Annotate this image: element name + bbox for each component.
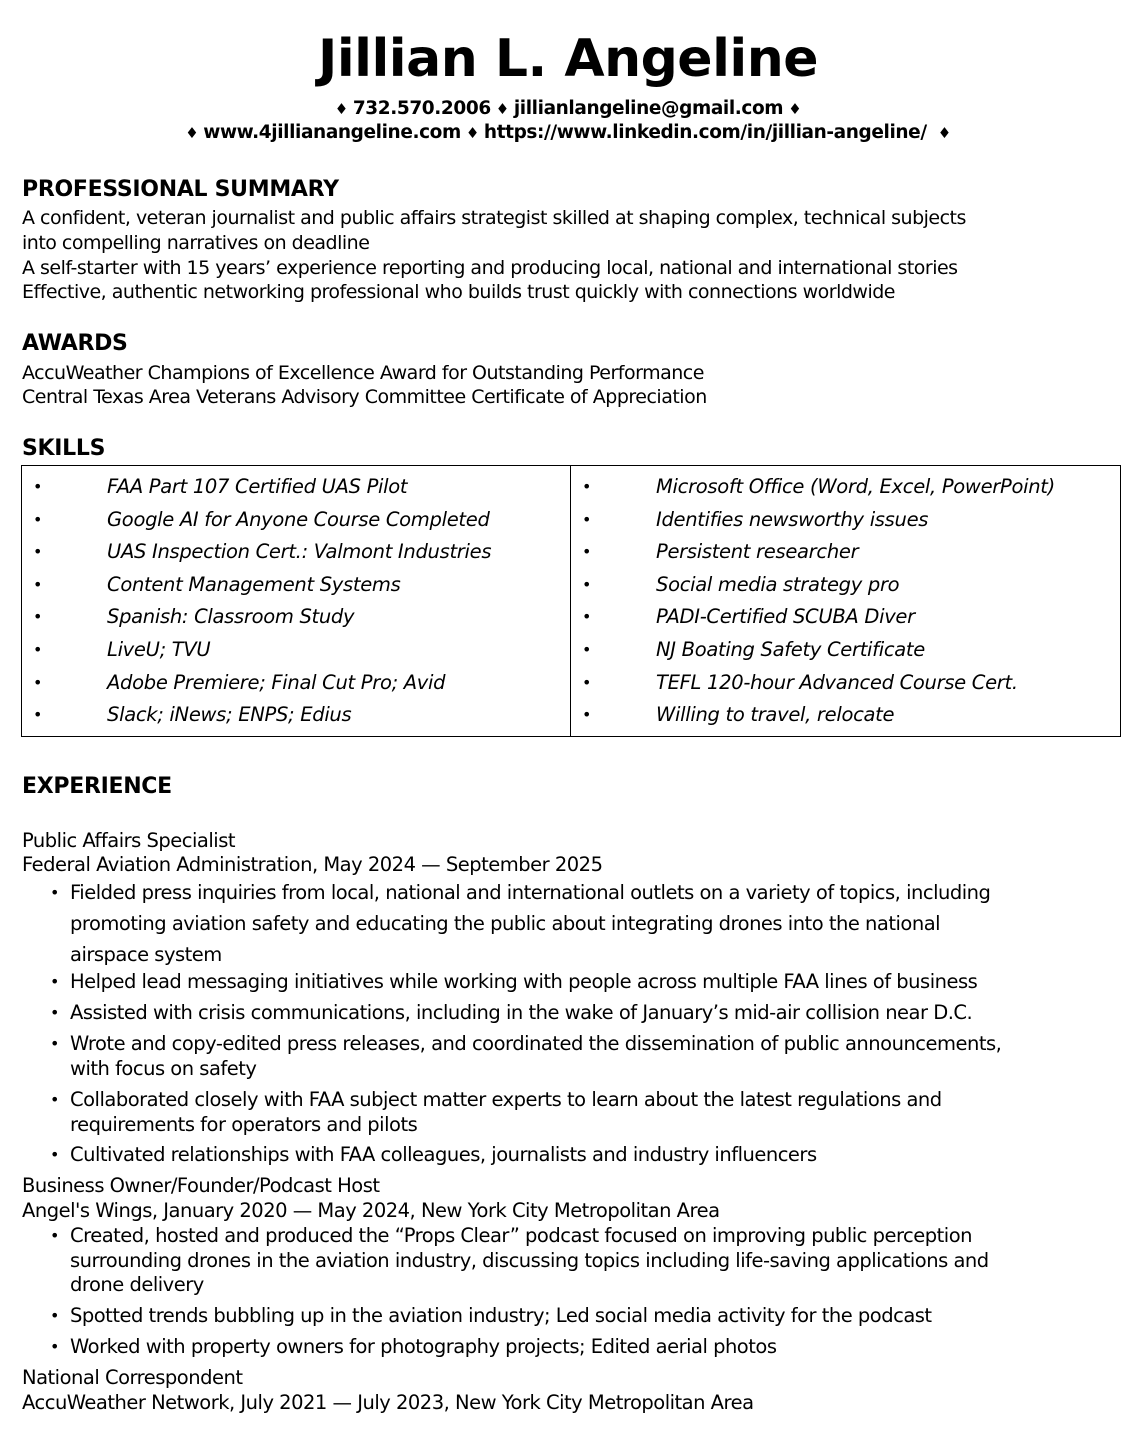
contact-line-1 bbox=[0, 97, 1136, 121]
skill-item: • UAS Inspection Cert.: Valmont Industries bbox=[33, 540, 492, 564]
skill-item: • Google AI for Anyone Course Completed bbox=[33, 507, 490, 531]
diamond-icon: ♦ bbox=[465, 124, 479, 142]
skill-item: • Content Management Systems bbox=[33, 572, 401, 596]
bullet-icon: • bbox=[33, 705, 43, 725]
bullet-icon: • bbox=[33, 542, 43, 562]
bullet-icon: • bbox=[33, 672, 43, 692]
bullet-icon: • bbox=[50, 1003, 59, 1022]
skill-item: • Persistent researcher bbox=[582, 540, 859, 564]
skill-item: • Spanish: Classroom Study bbox=[33, 605, 355, 629]
diamond-icon: ♦ bbox=[937, 124, 951, 142]
skill-item: • LiveU; TVU bbox=[33, 637, 211, 661]
skill-item: • PADI-Certified SCUBA Diver bbox=[582, 605, 915, 629]
job-org-dates: AccuWeather Network, July 2021 — July 2023, New York City Metropolitan Area bbox=[22, 1391, 754, 1414]
bullet-icon: • bbox=[582, 607, 592, 627]
bullet-icon: • bbox=[582, 705, 592, 725]
website-link[interactable]: www.4jillianangeline.com bbox=[203, 122, 461, 143]
bullet-icon: • bbox=[582, 672, 592, 692]
bullet-icon: • bbox=[33, 509, 43, 529]
experience-heading: EXPERIENCE bbox=[22, 774, 172, 799]
linkedin-link[interactable]: https://www.linkedin.com/in/jillian-angeline/ bbox=[483, 122, 927, 143]
bullet-icon: • bbox=[582, 574, 592, 594]
bullet-icon: • bbox=[50, 1145, 59, 1164]
bullet-icon: • bbox=[582, 509, 592, 529]
skills-table bbox=[21, 465, 1121, 737]
job-title: Business Owner/Founder/Podcast Host bbox=[22, 1174, 380, 1197]
award-item: Central Texas Area Veterans Advisory Committee Certificate of Appreciation bbox=[22, 386, 707, 408]
skills-column-right bbox=[571, 466, 1120, 736]
diamond-icon: ♦ bbox=[495, 100, 509, 118]
skill-item: • Social media strategy pro bbox=[582, 572, 900, 596]
awards-heading: AWARDS bbox=[22, 331, 128, 356]
summary-heading: PROFESSIONAL SUMMARY bbox=[22, 177, 339, 202]
skill-item: • Slack; iNews; ENPS; Edius bbox=[33, 703, 352, 727]
summary-line: into compelling narratives on deadline bbox=[22, 232, 370, 254]
bullet-icon: • bbox=[50, 1306, 59, 1325]
candidate-name: Jillian L. Angeline bbox=[317, 29, 819, 89]
bullet-icon: • bbox=[582, 477, 592, 496]
diamond-icon: ♦ bbox=[334, 100, 348, 118]
skill-item: • Identifies newsworthy issues bbox=[582, 507, 929, 531]
summary-line: A self-starter with 15 years’ experience reporting and producing local, national and international stories bbox=[22, 257, 958, 279]
contact-line-2 bbox=[0, 121, 1136, 145]
job-title: National Correspondent bbox=[22, 1366, 243, 1389]
bullet-icon: • bbox=[33, 607, 43, 627]
bullet-icon: • bbox=[33, 477, 43, 496]
bullet-icon: • bbox=[582, 542, 592, 562]
skill-item: • NJ Boating Safety Certificate bbox=[582, 637, 925, 661]
skill-item: • Microsoft Office (Word, Excel, PowerPoint) bbox=[582, 475, 1055, 498]
job-org-dates: Federal Aviation Administration, May 2024 — September 2025 bbox=[22, 853, 603, 876]
job-org-dates: Angel's Wings, January 2020 — May 2024, New York City Metropolitan Area bbox=[22, 1199, 720, 1222]
bullet-icon: • bbox=[50, 1226, 59, 1245]
bullet-icon: • bbox=[50, 972, 59, 991]
skills-heading: SKILLS bbox=[22, 436, 106, 461]
email-link[interactable]: jillianlangeline@gmail.com bbox=[513, 98, 784, 119]
summary-line: Effective, authentic networking professional who builds trust quickly with connections worldwide bbox=[22, 281, 895, 303]
bullet-icon: • bbox=[50, 883, 59, 902]
bullet-icon: • bbox=[33, 639, 43, 659]
bullet-icon: • bbox=[50, 1090, 59, 1109]
skill-item: • TEFL 120-hour Advanced Course Cert. bbox=[582, 670, 1018, 694]
skill-item: • Willing to travel, relocate bbox=[582, 703, 895, 727]
skills-column-left bbox=[22, 466, 571, 736]
bullet-icon: • bbox=[50, 1034, 59, 1053]
skill-item: • FAA Part 107 Certified UAS Pilot bbox=[33, 475, 408, 498]
summary-line: A confident, veteran journalist and public affairs strategist skilled at shaping complex, technical subjects bbox=[22, 207, 966, 229]
job-title: Public Affairs Specialist bbox=[22, 829, 236, 852]
diamond-icon: ♦ bbox=[788, 100, 802, 118]
award-item: AccuWeather Champions of Excellence Award for Outstanding Performance bbox=[22, 362, 704, 384]
diamond-icon: ♦ bbox=[185, 124, 199, 142]
phone-number: 732.570.2006 bbox=[352, 98, 491, 119]
resume-page: Jillian L. Angeline ♦ 732.570.2006 ♦ jillianlangeline@gmail.com ♦ ♦ www.4jillianangeline.com ♦ https://www.linkedin.com/in/jillian-angeline/ ♦ PROFESSIONAL SUMMARY A confident, veteran journalist and public affairs strategist skilled at shaping complex, technical subjects into compelling narratives on deadline A self-starter with 15 years’ experience reporting and producing local, national and international stories Effective, authentic networking professional who builds trust quickly with connections worldwide AWARDS AccuWeather Champions of Excellence Award for Outstanding Performance Central Texas Area Veterans Advisory Committee Certificate of Appreciation SKILLS • FAA Part 107 Certified UAS Pilot • Google AI for Anyone Course Completed • UAS Inspection Cert.: Valmont Industries • Content Management Systems • Spanish: Classroom Study • LiveU; TVU • Adobe Premiere; Final Cut Pro; Avid • Slack; iNews; ENPS; Edius • Microsoft Office (Word, Excel, PowerPoint) • Identifies newsworthy issues • Persistent researcher • Social media strategy pro • PADI-Certified SCUBA Diver • NJ Boating Safety Certificate • TEFL 120-hour Advanced Course Cert. • Willing to travel, relocate EXPERIENCE Public Affairs Specialist Federal Aviation Administration, May 2024 — September 2025 • Fielded press inquiries from local, national and international outlets on a variety of topics, including promoting aviation safety and educating the public about integrating drones into the national airspace system • Helped lead messaging initiatives while working with people across multiple FAA lines of business • Assisted with crisis communications, including in the wake of January’s mid-air collision near D.C. • Wrote and copy-edited press releases, and coordinated the dissemination of public announcements, with focus on safety • Collaborated closely with FAA subject matter experts to learn about the latest regulations and requirements for operators and pilots • Cultivated relationships with FAA colleagues, journalists and industry influencers Business Owner/Founder/Podcast Host Angel's Wings, January 2020 — May 2024, New York City Metropolitan Area • Created, hosted and produced the “Props Clear” podcast focused on improving public perception surrounding drones in the aviation industry, discussing topics including life-saving applications and drone delivery • Spotted trends bubbling up in the aviation industry; Led social media activity for the podcast • Worked with property owners for photography projects; Edited aerial photos National Correspondent AccuWeather Network, July 2021 — July 2023, New York City Metropolitan Area bbox=[0, 0, 1136, 1440]
bullet-icon: • bbox=[33, 574, 43, 594]
bullet-icon: • bbox=[50, 1337, 59, 1356]
skill-item: • Adobe Premiere; Final Cut Pro; Avid bbox=[33, 670, 446, 694]
bullet-icon: • bbox=[582, 639, 592, 659]
